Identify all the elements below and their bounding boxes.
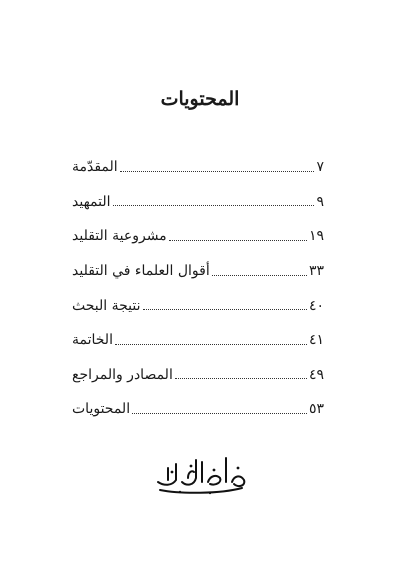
toc-entry (70, 323, 326, 358)
toc-entry-label: المصادر والمراجع (72, 366, 173, 383)
toc-entry (70, 219, 326, 254)
toc-entry-page: ٣٣ (308, 263, 324, 280)
toc-entry (70, 288, 326, 323)
dot-leader (120, 171, 315, 172)
toc-entry (70, 254, 326, 289)
toc-entry-page: ٤١ (308, 332, 324, 349)
toc-entry-label: الخاتمة (72, 332, 113, 349)
dot-leader (143, 309, 307, 310)
toc-entry (70, 358, 326, 393)
toc-entry-label: المحتويات (72, 401, 131, 418)
page-title: المحتويات (160, 88, 240, 110)
toc-entry-page: ٥٣ (308, 401, 324, 418)
toc-entry-page: ٤٠ (308, 297, 324, 314)
toc-entry-label: أقوال العلماء في التقليد (72, 263, 210, 280)
toc-entry-label: التمهيد (72, 193, 111, 210)
toc-entry-page: ٤٩ (308, 366, 324, 383)
toc-entry-label: نتيجة البحث (72, 297, 141, 314)
toc-entry-page: ٧ (316, 159, 324, 176)
toc-entry (70, 150, 326, 185)
dot-leader (175, 378, 307, 379)
table-of-contents (70, 150, 326, 427)
dot-leader (115, 344, 307, 345)
dot-leader (212, 275, 307, 276)
toc-entry-page: ١٩ (308, 228, 324, 245)
toc-entry-label: المقدّمة (72, 159, 118, 176)
toc-entry-label: مشروعية التقليد (72, 228, 167, 245)
toc-entry (70, 392, 326, 427)
toc-entry (70, 185, 326, 220)
calligraphy-ornament-icon (150, 452, 250, 496)
toc-entry-page: ٩ (316, 193, 324, 210)
dot-leader (113, 205, 315, 206)
dot-leader (169, 240, 307, 241)
dot-leader (132, 413, 307, 414)
